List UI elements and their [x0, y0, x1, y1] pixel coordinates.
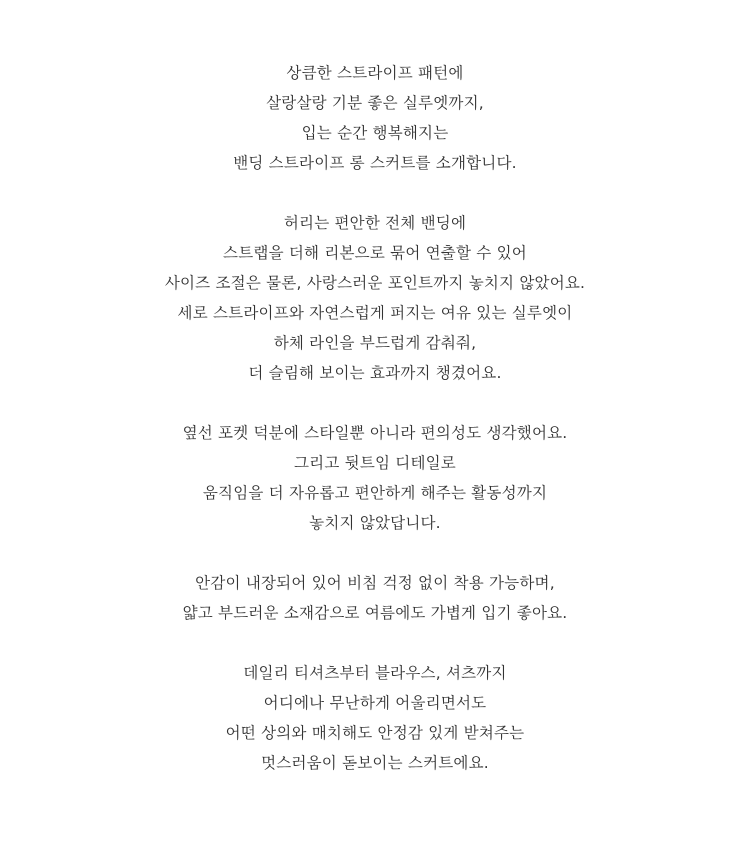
text-line: 옆선 포켓 덕분에 스타일뿐 아니라 편의성도 생각했어요.	[182, 424, 568, 442]
paragraph-lining	[0, 568, 750, 628]
text-line: 입는 순간 행복해지는	[301, 124, 449, 142]
text-line: 더 슬림해 보이는 효과까지 챙겼어요.	[248, 364, 502, 382]
text-line: 움직임을 더 자유롭고 편안하게 해주는 활동성까지	[202, 484, 548, 502]
product-description	[0, 58, 750, 808]
paragraph-intro	[0, 58, 750, 178]
paragraph-waist	[0, 208, 750, 388]
text-line: 상큼한 스트라이프 패턴에	[286, 64, 464, 82]
text-line: 어떤 상의와 매치해도 안정감 있게 받쳐주는	[225, 724, 525, 742]
text-line: 놓치지 않았답니다.	[309, 514, 441, 532]
paragraph-styling	[0, 658, 750, 778]
text-line: 멋스러움이 돋보이는 스커트에요.	[261, 754, 489, 772]
text-line: 안감이 내장되어 있어 비침 걱정 없이 착용 가능하며,	[195, 574, 555, 592]
text-line: 얇고 부드러운 소재감으로 여름에도 가볍게 입기 좋아요.	[182, 604, 568, 622]
text-line: 그리고 뒷트임 디테일로	[294, 454, 456, 472]
text-line: 세로 스트라이프와 자연스럽게 퍼지는 여유 있는 실루엣이	[177, 304, 573, 322]
paragraph-pocket	[0, 418, 750, 538]
text-line: 하체 라인을 부드럽게 감춰줘,	[273, 334, 477, 352]
text-line: 데일리 티셔츠부터 블라우스, 셔츠까지	[243, 664, 507, 682]
text-line: 사이즈 조절은 물론, 사랑스러운 포인트까지 놓치지 않았어요.	[164, 274, 586, 292]
text-line: 밴딩 스트라이프 롱 스커트를 소개합니다.	[233, 154, 517, 172]
text-line: 살랑살랑 기분 좋은 실루엣까지,	[266, 94, 484, 112]
text-line: 스트랩을 더해 리본으로 묶어 연출할 수 있어	[223, 244, 527, 262]
text-line: 어디에나 무난하게 어울리면서도	[263, 694, 487, 712]
text-line: 허리는 편안한 전체 밴딩에	[283, 214, 467, 232]
